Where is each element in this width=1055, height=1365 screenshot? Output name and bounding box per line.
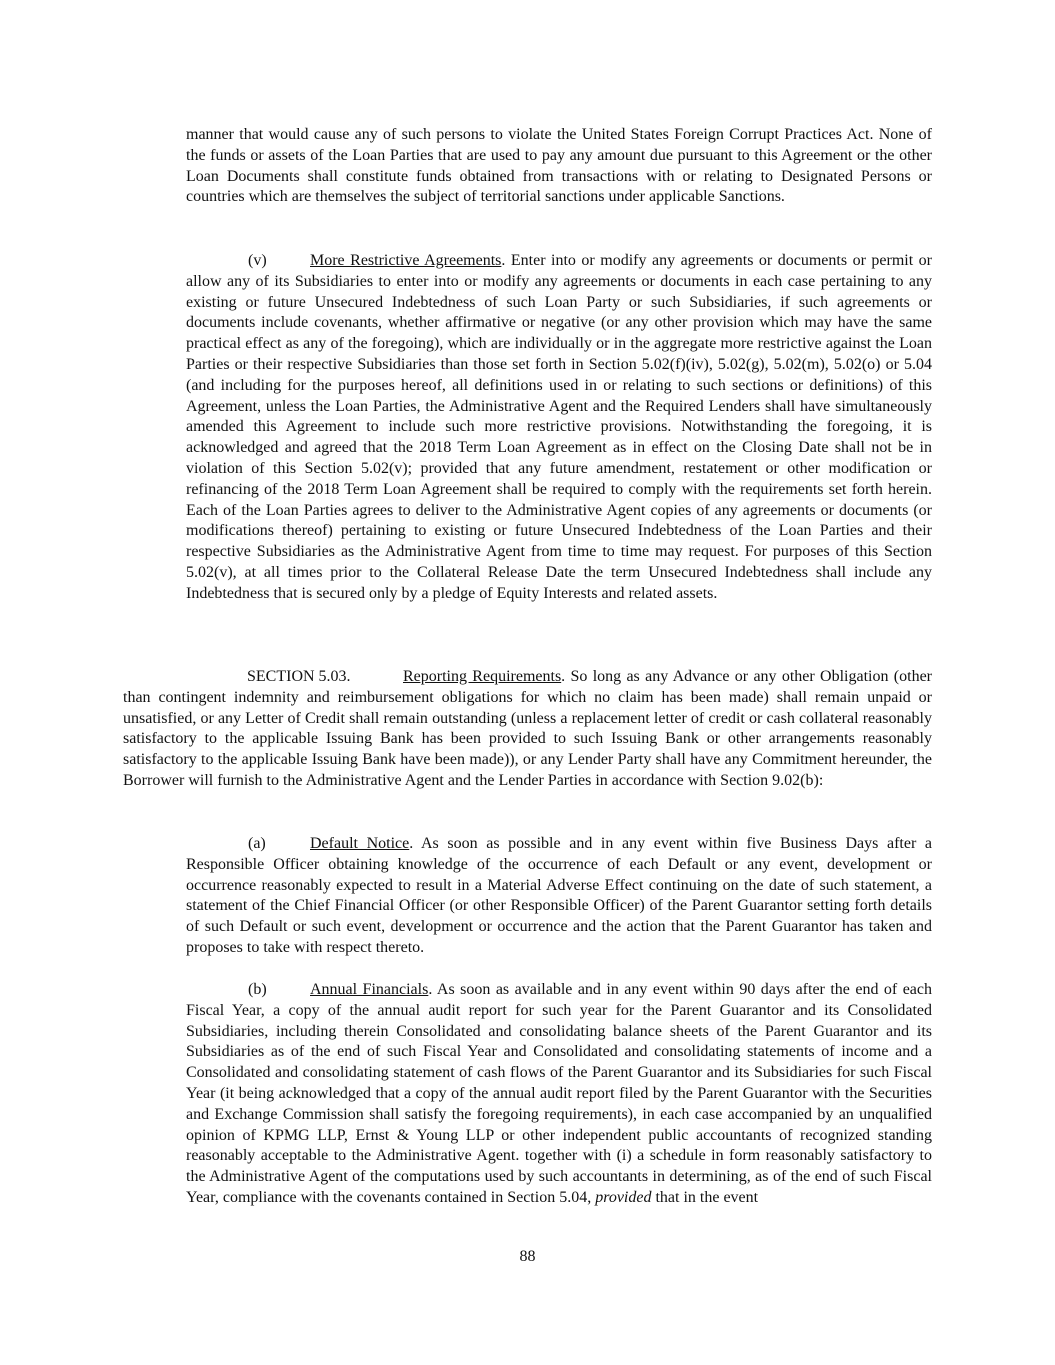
- clause-b-paragraph: [186, 980, 932, 1209]
- section-503-heading: Reporting Requirements: [403, 668, 562, 685]
- clause-a-number: (a): [248, 835, 266, 852]
- page-number: 88: [519, 1248, 536, 1265]
- continuation-paragraph: [186, 125, 932, 208]
- continuation-text: manner that would cause any of such persons to violate the United States Foreign Corrupt Practices Act. None of the funds or assets of the Loan Parties that are used to pay any amount due pursuant to this Agreement or the other Loan Documents shall constitute funds obtained from transactions with or relating to Designated Persons or countries which are themselves the subject of territorial sanctions under applicable Sanctions.: [186, 126, 932, 206]
- section-503-number: SECTION 5.03.: [247, 668, 351, 685]
- clause-b-number: (b): [248, 981, 267, 998]
- section-503-text: . So long as any Advance or any other Obligation (other than contingent indemnity and reimbursement obligations for which no claim has been made) shall remain unpaid or unsatisfied, or any Letter of Credit shall remain outstanding (unless a replacement letter of credit or cash collateral reasonably satisfactory to the applicable Issuing Bank has been provided to such Issuing Bank or other arrangements reasonably satisfactory to the applicable Issuing Bank have been made)), or any Lender Party shall have any Commitment hereunder, the Borrower will furnish to the Administrative Agent and the Lender Parties in accordance with Section 9.02(b):: [123, 668, 932, 789]
- clause-v-number: (v): [248, 252, 267, 269]
- clause-b-tail: that in the event: [651, 1188, 759, 1206]
- clause-b-heading: Annual Financials: [310, 981, 429, 998]
- clause-v-heading: More Restrictive Agreements: [310, 252, 502, 269]
- clause-v-paragraph: [186, 251, 932, 605]
- clause-v-text: . Enter into or modify any agreements or documents or permit or allow any of its Subsidiaries to enter into or modify any agreements or documents in each case pertaining to any existing or future Unsecured Indebtedness of such Loan Party or such Subsidiaries, if such agreements or documents include covenants, whether affirmative or negative (or any other provision which may have the same practical effect as any of the foregoing), which are individually or in the aggregate more restrictive against the Loan Parties or their respective Subsidiaries than those set forth in Section 5.02(f)(iv), 5.02(g), 5.02(m), 5.02(o) or 5.04 (and including for the purposes hereof, all definitions used in or relating to such sections or definitions) of this Agreement, unless the Loan Parties, the Administrative Agent and the Required Lenders shall have simultaneously amended this Agreement to include such more restrictive provisions. Notwithstanding the foregoing, it is acknowledged and agreed that the 2018 Term Loan Agreement as in effect on the Closing Date shall not be in violation of this Section 5.02(v); provided that any future amendment, restatement or other modification or refinancing of the 2018 Term Loan Agreement shall be required to comply with the requirements set forth herein. Each of the Loan Parties agrees to deliver to the Administrative Agent copies of any agreements or documents (or modifications thereof) pertaining to existing or future Unsecured Indebtedness of the Loan Parties and their respective Subsidiaries as the Administrative Agent from time to time may request. For purposes of this Section 5.02(v), at all times prior to the Collateral Release Date the term Unsecured Indebtedness shall include any Indebtedness that is secured only by a pledge of Equity Interests and related assets.: [186, 252, 932, 602]
- clause-b-text: . As soon as available and in any event within 90 days after the end of each Fiscal Year, a copy of the annual audit report for such year for the Parent Guarantor and its Consolidated Subsidiaries, including therein Consolidated and consolidating balance sheets of the Parent Guarantor and its Subsidiaries as of the end of such Fiscal Year and Consolidated and consolidating statements of income and a Consolidated and consolidating statement of cash flows of the Parent Guarantor and its Subsidiaries for such Fiscal Year (it being acknowledged that a copy of the annual audit report filed by the Parent Guarantor with the Securities and Exchange Commission shall satisfy the foregoing requirements), in each case accompanied by an unqualified opinion of KPMG LLP, Ernst & Young LLP or other independent public accountants of recognized standing reasonably acceptable to the Administrative Agent. together with (i) a schedule in form reasonably satisfactory to the Administrative Agent of the computations used by such accountants in determining, as of the end of such Fiscal Year, compliance with the covenants contained in Section 5.04,: [186, 981, 932, 1206]
- clause-a-heading: Default Notice: [310, 835, 410, 852]
- clause-b-italic: provided: [595, 1188, 652, 1206]
- clause-a-paragraph: [186, 834, 932, 959]
- clause-a-text: . As soon as possible and in any event within five Business Days after a Responsible Officer obtaining knowledge of the occurrence of each Default or any event, development or occurrence reasonably expected to result in a Material Adverse Effect continuing on the date of such statement, a statement of the Chief Financial Officer (or other Responsible Officer) of the Parent Guarantor setting forth details of such Default or such event, development or occurrence and the action that the Parent Guarantor has taken and proposes to take with respect thereto.: [186, 835, 933, 956]
- section-503-paragraph: [123, 667, 932, 792]
